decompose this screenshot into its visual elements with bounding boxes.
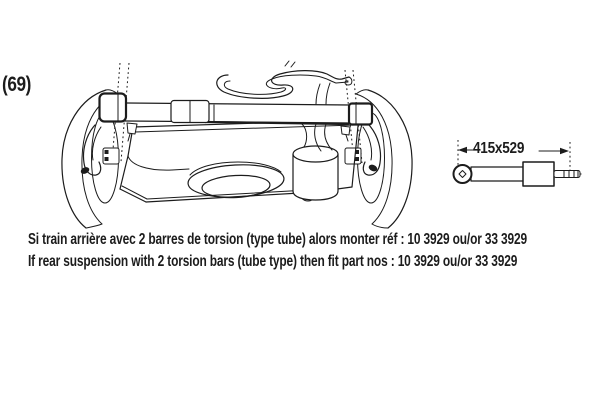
exhaust-s-pipe — [217, 61, 352, 98]
muffler — [293, 146, 338, 200]
dimension-arrow-left-icon — [458, 147, 467, 153]
dimension-label: 415x529 — [473, 140, 525, 157]
caption-line-french: Si train arrière avec 2 barres de torsion (type tube) alors monter réf : 10 3929 ou/or 33 3929 — [28, 231, 527, 248]
caption-line-english: If rear suspension with 2 torsion bars (tube type) then fit part nos : 10 3929 ou/or 33 3929 — [28, 253, 518, 270]
dimension-arrow-right-icon — [560, 148, 569, 154]
right-suspension-arm — [345, 125, 381, 175]
torsion-bar-tube — [100, 94, 373, 125]
figure-number-label: (69) — [2, 73, 31, 96]
caption — [28, 229, 600, 273]
